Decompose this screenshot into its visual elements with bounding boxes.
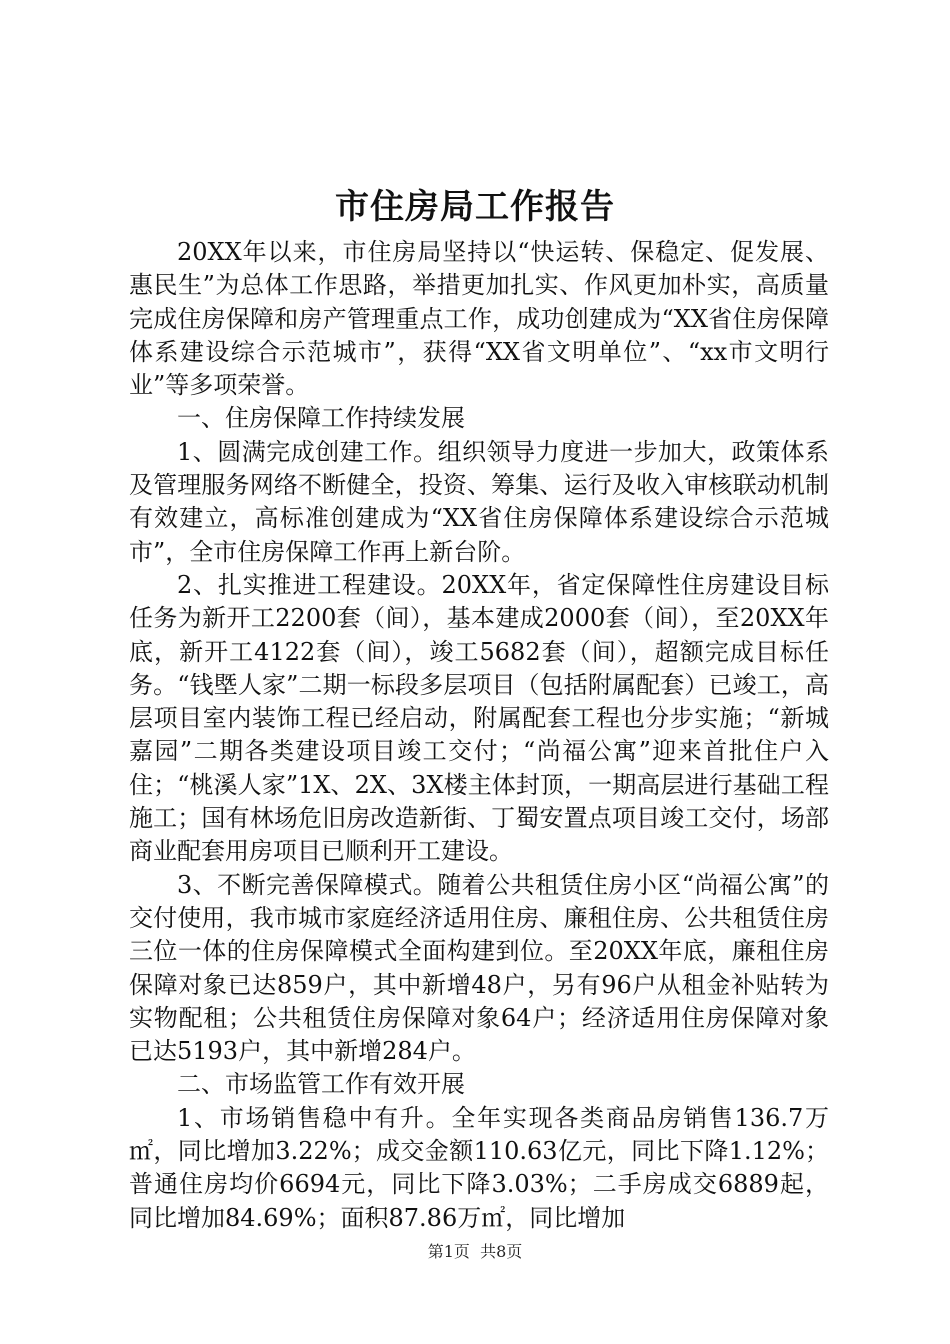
section-heading-housing-security: 一、住房保障工作持续发展	[177, 404, 465, 433]
paragraph-security-model: 3、不断完善保障模式。随着公共租赁住房小区“尚福公寓”的交付使用，我市城市家庭经济适用住房、廉租住房、公共租赁住房三位一体的住房保障模式全面构建到位。至20XX年底，廉租住房保障对象已达859户，其中新增48户，另有96户从租金补贴转为实物配租；公共租赁住房保障对象64户；经济适用住房保障对象已达5193户，其中新增284户。	[129, 870, 829, 1066]
page-total: 共8页	[480, 1242, 523, 1261]
document-title: 市住房局工作报告	[335, 187, 615, 227]
section-heading-market-supervision: 二、市场监管工作有效开展	[177, 1070, 465, 1099]
page-number: 第1页	[427, 1242, 470, 1261]
paragraph-market-sales: 1、市场销售稳中有升。全年实现各类商品房销售136.7万㎡，同比增加3.22%；成交金额110.63亿元，同比下降1.12%；普通住房均价6694元，同比下降3.03%；二手房成交6889起，同比增加84.69%；面积87.86万㎡，同比增加	[129, 1103, 829, 1232]
paragraph-creation-work: 1、圆满完成创建工作。组织领导力度进一步加大，政策体系及管理服务网络不断健全，投资、筹集、运行及收入审核联动机制有效建立，高标准创建成为“XX省住房保障体系建设综合示范城市”，全市住房保障工作再上新台阶。	[129, 437, 829, 566]
document-body	[129, 236, 829, 1235]
paragraph-project-construction: 2、扎实推进工程建设。20XX年，省定保障性住房建设目标任务为新开工2200套（间），基本建成2000套（间），至20XX年底，新开工4122套（间），竣工5682套（间），超额完成目标任务。“钱塈人家”二期一标段多层项目（包括附属配套）已竣工，高层项目室内装饰工程已经启动，附属配套工程也分步实施；“新城嘉园”二期各类建设项目竣工交付；“尚福公寓”迎来首批住户入住；“桃溪人家”1X、2X、3X楼主体封顶，一期高层进行基础工程施工；国有林场危旧房改造新街、丁蜀安置点项目竣工交付，场部商业配套用房项目已顺利开工建设。	[129, 570, 829, 866]
intro-paragraph: 20XX年以来，市住房局坚持以“快运转、保稳定、促发展、惠民生”为总体工作思路，举措更加扎实、作风更加朴实，高质量完成住房保障和房产管理重点工作，成功创建成为“XX省住房保障体系建设综合示范城市”，获得“XX省文明单位”、“xx市文明行业”等多项荣誉。	[129, 238, 829, 400]
page-footer	[0, 1240, 950, 1264]
